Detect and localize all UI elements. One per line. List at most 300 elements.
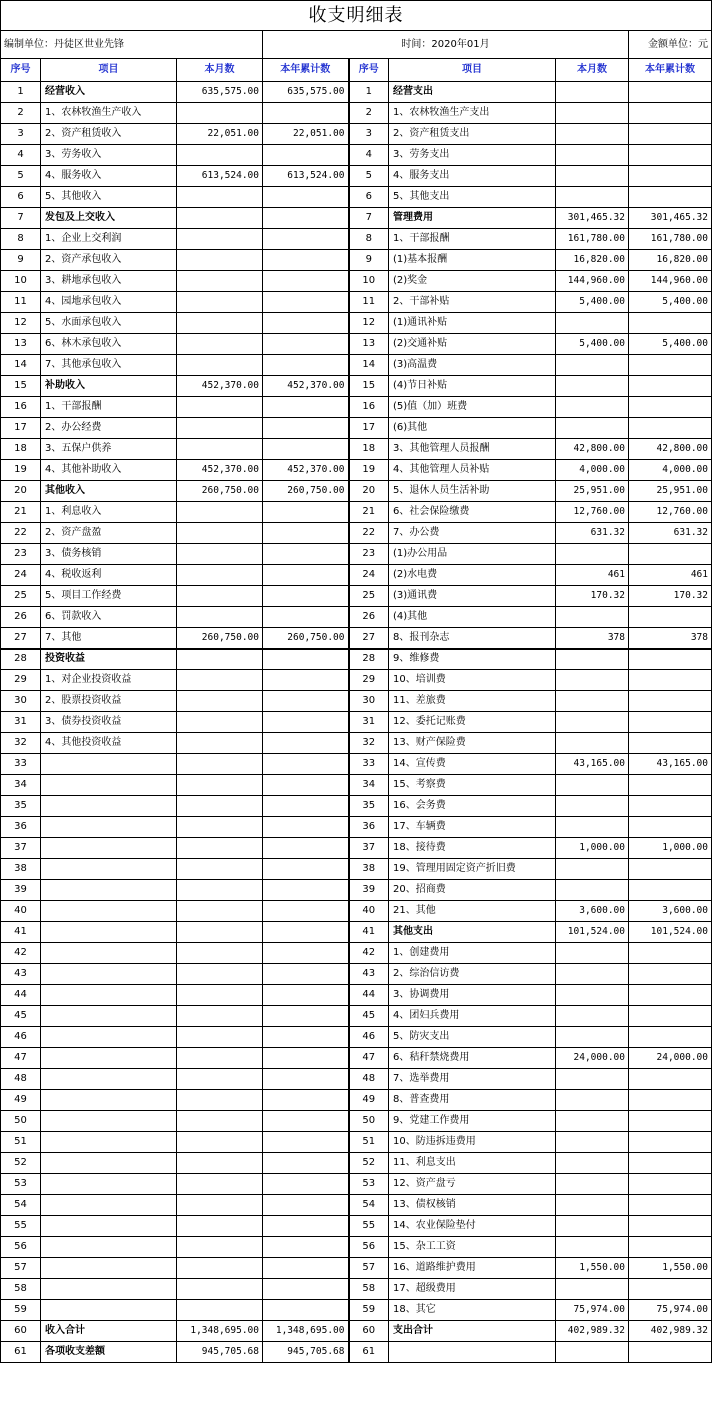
table-row <box>1 859 712 880</box>
table-row <box>1 1216 712 1237</box>
table-row <box>1 691 712 712</box>
cell-month-left <box>177 502 263 523</box>
table-row <box>1 418 712 439</box>
cell-ytd-right <box>629 691 712 712</box>
cell-month-left <box>177 229 263 250</box>
cell-month-left <box>177 1090 263 1111</box>
cell-month-left <box>177 1006 263 1027</box>
cell-ytd-left <box>263 229 349 250</box>
cell-month-right <box>556 376 629 397</box>
cell-ytd-left <box>263 355 349 376</box>
cell-month-right: 5,400.00 <box>556 334 629 355</box>
cell-seq-right: 1 <box>349 82 389 103</box>
cell-month-right: 5,400.00 <box>556 292 629 313</box>
cell-ytd-left <box>263 691 349 712</box>
cell-item-right: (1)办公用品 <box>389 544 556 565</box>
table-row <box>1 1006 712 1027</box>
cell-ytd-right <box>629 1237 712 1258</box>
cell-month-left <box>177 187 263 208</box>
cell-item-left <box>41 1153 177 1174</box>
cell-month-left <box>177 208 263 229</box>
cell-month-right: 1,000.00 <box>556 838 629 859</box>
cell-month-right <box>556 733 629 754</box>
cell-month-right <box>556 1195 629 1216</box>
cell-ytd-left <box>263 1258 349 1279</box>
cell-seq-left: 25 <box>1 586 41 607</box>
cell-seq-right: 21 <box>349 502 389 523</box>
cell-item-left <box>41 880 177 901</box>
cell-month-right <box>556 1237 629 1258</box>
cell-seq-left: 2 <box>1 103 41 124</box>
cell-seq-right: 53 <box>349 1174 389 1195</box>
cell-seq-left: 54 <box>1 1195 41 1216</box>
cell-item-right: 14、农业保险垫付 <box>389 1216 556 1237</box>
cell-item-right: 13、财产保险费 <box>389 733 556 754</box>
cell-ytd-left <box>263 1006 349 1027</box>
cell-month-right: 25,951.00 <box>556 481 629 502</box>
cell-month-left <box>177 523 263 544</box>
cell-item-right: 4、服务支出 <box>389 166 556 187</box>
table-row <box>1 481 712 502</box>
table-row <box>1 754 712 775</box>
cell-seq-left: 56 <box>1 1237 41 1258</box>
cell-ytd-right <box>629 166 712 187</box>
cell-item-right: 5、防灾支出 <box>389 1027 556 1048</box>
cell-ytd-left: 1,348,695.00 <box>263 1321 349 1342</box>
cell-item-right: (4)节日补贴 <box>389 376 556 397</box>
cell-month-left <box>177 817 263 838</box>
table-row <box>1 208 712 229</box>
cell-item-left <box>41 838 177 859</box>
cell-item-left <box>41 1069 177 1090</box>
cell-month-left <box>177 355 263 376</box>
cell-month-right: 16,820.00 <box>556 250 629 271</box>
cell-month-left <box>177 544 263 565</box>
cell-ytd-right <box>629 670 712 691</box>
cell-item-left: 其他收入 <box>41 481 177 502</box>
table-row <box>1 943 712 964</box>
cell-month-left: 635,575.00 <box>177 82 263 103</box>
cell-item-left <box>41 754 177 775</box>
cell-month-left <box>177 334 263 355</box>
cell-month-right <box>556 1111 629 1132</box>
cell-month-left: 260,750.00 <box>177 628 263 649</box>
cell-seq-left: 34 <box>1 775 41 796</box>
cell-ytd-right: 631.32 <box>629 523 712 544</box>
cell-seq-right: 10 <box>349 271 389 292</box>
cell-month-left <box>177 796 263 817</box>
cell-item-right: 17、超级费用 <box>389 1279 556 1300</box>
cell-month-right <box>556 1027 629 1048</box>
cell-item-right: (2)交通补贴 <box>389 334 556 355</box>
cell-item-left <box>41 1006 177 1027</box>
table-row <box>1 1237 712 1258</box>
cell-seq-left: 61 <box>1 1342 41 1363</box>
cell-ytd-right: 161,780.00 <box>629 229 712 250</box>
cell-ytd-right: 378 <box>629 628 712 649</box>
cell-ytd-left <box>263 1237 349 1258</box>
cell-ytd-right <box>629 103 712 124</box>
cell-ytd-left <box>263 712 349 733</box>
cell-item-right: 18、其它 <box>389 1300 556 1321</box>
header-month-right: 本月数 <box>556 59 629 82</box>
cell-month-left <box>177 754 263 775</box>
cell-seq-left: 15 <box>1 376 41 397</box>
cell-item-right: 1、干部报酬 <box>389 229 556 250</box>
cell-ytd-left <box>263 922 349 943</box>
table-row <box>1 1090 712 1111</box>
cell-month-left: 452,370.00 <box>177 460 263 481</box>
table-row <box>1 229 712 250</box>
cell-seq-right: 36 <box>349 817 389 838</box>
cell-month-left <box>177 1153 263 1174</box>
cell-month-left <box>177 439 263 460</box>
cell-ytd-left <box>263 1069 349 1090</box>
cell-item-right: 其他支出 <box>389 922 556 943</box>
cell-month-left <box>177 271 263 292</box>
table-row <box>1 397 712 418</box>
cell-item-right: 5、其他支出 <box>389 187 556 208</box>
cell-item-left: 5、水面承包收入 <box>41 313 177 334</box>
cell-ytd-right <box>629 964 712 985</box>
header-ytd-right: 本年累计数 <box>629 59 712 82</box>
table-row <box>1 649 712 670</box>
cell-seq-left: 22 <box>1 523 41 544</box>
cell-seq-right: 46 <box>349 1027 389 1048</box>
cell-item-right: 7、办公费 <box>389 523 556 544</box>
cell-month-left <box>177 565 263 586</box>
table-row <box>1 1279 712 1300</box>
cell-month-left <box>177 586 263 607</box>
cell-item-left <box>41 901 177 922</box>
cell-seq-left: 55 <box>1 1216 41 1237</box>
cell-month-left: 945,705.68 <box>177 1342 263 1363</box>
cell-ytd-right <box>629 649 712 670</box>
cell-seq-left: 47 <box>1 1048 41 1069</box>
cell-ytd-right: 5,400.00 <box>629 292 712 313</box>
table-row <box>1 187 712 208</box>
cell-item-right: 4、其他管理人员补贴 <box>389 460 556 481</box>
cell-ytd-left <box>263 145 349 166</box>
table-row <box>1 439 712 460</box>
cell-ytd-right: 3,600.00 <box>629 901 712 922</box>
cell-ytd-left <box>263 1279 349 1300</box>
amount-unit: 金额单位：元 <box>629 31 712 59</box>
cell-seq-left: 3 <box>1 124 41 145</box>
cell-month-right <box>556 649 629 670</box>
table-row <box>1 544 712 565</box>
cell-seq-right: 5 <box>349 166 389 187</box>
cell-seq-right: 6 <box>349 187 389 208</box>
cell-item-left <box>41 1195 177 1216</box>
cell-item-left: 2、资产盘盈 <box>41 523 177 544</box>
cell-ytd-right <box>629 712 712 733</box>
cell-seq-right: 29 <box>349 670 389 691</box>
cell-month-left <box>177 1027 263 1048</box>
cell-ytd-right: 4,000.00 <box>629 460 712 481</box>
cell-ytd-right: 25,951.00 <box>629 481 712 502</box>
cell-seq-left: 49 <box>1 1090 41 1111</box>
cell-item-left: 7、其他 <box>41 628 177 649</box>
table-row <box>1 901 712 922</box>
cell-ytd-left <box>263 1195 349 1216</box>
cell-seq-left: 38 <box>1 859 41 880</box>
cell-item-right: 14、宣传费 <box>389 754 556 775</box>
table-row <box>1 628 712 649</box>
cell-month-left <box>177 292 263 313</box>
cell-item-right: (3)通讯费 <box>389 586 556 607</box>
cell-ytd-left: 452,370.00 <box>263 376 349 397</box>
cell-month-left <box>177 397 263 418</box>
cell-month-left <box>177 1300 263 1321</box>
cell-seq-left: 11 <box>1 292 41 313</box>
cell-item-right: 9、党建工作费用 <box>389 1111 556 1132</box>
table-row <box>1 964 712 985</box>
cell-ytd-left <box>263 292 349 313</box>
cell-month-right <box>556 943 629 964</box>
cell-item-right: 9、维修费 <box>389 649 556 670</box>
cell-ytd-left: 22,051.00 <box>263 124 349 145</box>
cell-ytd-left <box>263 901 349 922</box>
cell-seq-left: 6 <box>1 187 41 208</box>
cell-item-left <box>41 1090 177 1111</box>
cell-ytd-left <box>263 1111 349 1132</box>
cell-month-left <box>177 103 263 124</box>
cell-seq-left: 43 <box>1 964 41 985</box>
cell-seq-right: 39 <box>349 880 389 901</box>
table-row <box>1 586 712 607</box>
cell-seq-right: 20 <box>349 481 389 502</box>
table-row <box>1 1048 712 1069</box>
cell-month-right: 170.32 <box>556 586 629 607</box>
cell-seq-left: 31 <box>1 712 41 733</box>
cell-item-right: 管理费用 <box>389 208 556 229</box>
cell-item-left: 6、罚款收入 <box>41 607 177 628</box>
cell-item-right: 11、利息支出 <box>389 1153 556 1174</box>
cell-item-right: 10、防违拆违费用 <box>389 1132 556 1153</box>
table-row <box>1 817 712 838</box>
cell-item-right: 18、接待费 <box>389 838 556 859</box>
cell-seq-left: 1 <box>1 82 41 103</box>
cell-item-right: 6、社会保险缴费 <box>389 502 556 523</box>
cell-seq-left: 35 <box>1 796 41 817</box>
cell-item-right: 16、会务费 <box>389 796 556 817</box>
cell-month-left <box>177 418 263 439</box>
cell-month-right <box>556 1279 629 1300</box>
cell-ytd-right <box>629 355 712 376</box>
cell-item-left <box>41 1258 177 1279</box>
cell-seq-left: 13 <box>1 334 41 355</box>
cell-ytd-left <box>263 607 349 628</box>
cell-item-left: 4、服务收入 <box>41 166 177 187</box>
cell-month-left <box>177 1195 263 1216</box>
cell-item-right: 支出合计 <box>389 1321 556 1342</box>
cell-month-right <box>556 859 629 880</box>
cell-item-left: 4、税收返利 <box>41 565 177 586</box>
cell-seq-left: 23 <box>1 544 41 565</box>
cell-seq-right: 45 <box>349 1006 389 1027</box>
cell-month-right <box>556 1090 629 1111</box>
cell-item-right: 10、培训费 <box>389 670 556 691</box>
cell-item-right: 19、管理用固定资产折旧费 <box>389 859 556 880</box>
cell-month-right: 43,165.00 <box>556 754 629 775</box>
cell-seq-right: 48 <box>349 1069 389 1090</box>
cell-seq-right: 56 <box>349 1237 389 1258</box>
cell-seq-left: 41 <box>1 922 41 943</box>
cell-month-right <box>556 82 629 103</box>
table-row <box>1 313 712 334</box>
cell-month-left: 452,370.00 <box>177 376 263 397</box>
cell-item-left <box>41 1279 177 1300</box>
cell-item-right: 17、车辆费 <box>389 817 556 838</box>
cell-month-right: 461 <box>556 565 629 586</box>
cell-seq-right: 8 <box>349 229 389 250</box>
cell-month-right: 75,974.00 <box>556 1300 629 1321</box>
cell-item-right: (2)水电费 <box>389 565 556 586</box>
cell-item-right: 6、秸秆禁烧费用 <box>389 1048 556 1069</box>
cell-ytd-left <box>263 1132 349 1153</box>
cell-item-right: 12、委托记账费 <box>389 712 556 733</box>
cell-seq-right: 44 <box>349 985 389 1006</box>
cell-seq-right: 3 <box>349 124 389 145</box>
cell-ytd-right <box>629 985 712 1006</box>
cell-ytd-left <box>263 859 349 880</box>
table-row <box>1 1027 712 1048</box>
table-row <box>1 1195 712 1216</box>
table-row <box>1 1342 712 1363</box>
table-row <box>1 1174 712 1195</box>
cell-ytd-right <box>629 1174 712 1195</box>
cell-ytd-right <box>629 82 712 103</box>
cell-seq-right: 42 <box>349 943 389 964</box>
table-row <box>1 1153 712 1174</box>
table-row <box>1 250 712 271</box>
cell-ytd-right <box>629 607 712 628</box>
table-row <box>1 880 712 901</box>
cell-seq-right: 19 <box>349 460 389 481</box>
cell-item-right: 4、团妇兵费用 <box>389 1006 556 1027</box>
cell-item-left <box>41 943 177 964</box>
cell-month-right: 3,600.00 <box>556 901 629 922</box>
cell-ytd-right: 101,524.00 <box>629 922 712 943</box>
cell-month-left <box>177 1111 263 1132</box>
cell-month-right: 161,780.00 <box>556 229 629 250</box>
cell-seq-left: 28 <box>1 649 41 670</box>
cell-month-left <box>177 313 263 334</box>
table-row <box>1 355 712 376</box>
cell-month-right: 12,760.00 <box>556 502 629 523</box>
cell-seq-left: 30 <box>1 691 41 712</box>
cell-ytd-left <box>263 1174 349 1195</box>
cell-month-right <box>556 817 629 838</box>
cell-ytd-left <box>263 103 349 124</box>
cell-month-left <box>177 943 263 964</box>
table-row <box>1 82 712 103</box>
cell-ytd-left <box>263 439 349 460</box>
table-row <box>1 271 712 292</box>
cell-ytd-right: 24,000.00 <box>629 1048 712 1069</box>
cell-item-left: 5、其他收入 <box>41 187 177 208</box>
cell-item-left: 投资收益 <box>41 649 177 670</box>
cell-month-right <box>556 1006 629 1027</box>
cell-seq-right: 23 <box>349 544 389 565</box>
cell-month-left <box>177 1216 263 1237</box>
cell-ytd-left <box>263 523 349 544</box>
cell-item-left <box>41 1216 177 1237</box>
cell-item-left <box>41 985 177 1006</box>
cell-ytd-left <box>263 754 349 775</box>
cell-seq-left: 33 <box>1 754 41 775</box>
cell-seq-left: 45 <box>1 1006 41 1027</box>
cell-seq-right: 33 <box>349 754 389 775</box>
cell-month-right: 631.32 <box>556 523 629 544</box>
cell-item-left: 补助收入 <box>41 376 177 397</box>
cell-ytd-right: 402,989.32 <box>629 1321 712 1342</box>
report-period: 时间：2020年01月 <box>263 31 629 59</box>
cell-month-right <box>556 166 629 187</box>
cell-month-right <box>556 712 629 733</box>
cell-ytd-right: 1,000.00 <box>629 838 712 859</box>
cell-month-left <box>177 838 263 859</box>
cell-ytd-left <box>263 1153 349 1174</box>
table-row <box>1 1258 712 1279</box>
cell-item-left: 发包及上交收入 <box>41 208 177 229</box>
cell-month-right: 4,000.00 <box>556 460 629 481</box>
cell-seq-right: 27 <box>349 628 389 649</box>
cell-item-left <box>41 1300 177 1321</box>
cell-seq-left: 24 <box>1 565 41 586</box>
cell-ytd-left <box>263 649 349 670</box>
cell-month-right <box>556 985 629 1006</box>
cell-month-left <box>177 1048 263 1069</box>
cell-seq-left: 39 <box>1 880 41 901</box>
cell-seq-left: 53 <box>1 1174 41 1195</box>
cell-ytd-right <box>629 187 712 208</box>
cell-seq-left: 20 <box>1 481 41 502</box>
cell-month-left <box>177 649 263 670</box>
cell-ytd-right <box>629 1216 712 1237</box>
cell-month-right: 42,800.00 <box>556 439 629 460</box>
cell-item-left: 3、耕地承包收入 <box>41 271 177 292</box>
cell-ytd-left <box>263 1300 349 1321</box>
cell-month-left <box>177 1279 263 1300</box>
cell-item-left: 1、企业上交利润 <box>41 229 177 250</box>
cell-ytd-left <box>263 250 349 271</box>
cell-seq-left: 19 <box>1 460 41 481</box>
cell-month-right <box>556 964 629 985</box>
cell-seq-left: 57 <box>1 1258 41 1279</box>
cell-item-left <box>41 964 177 985</box>
cell-seq-right: 24 <box>349 565 389 586</box>
cell-month-left <box>177 250 263 271</box>
cell-ytd-left <box>263 1216 349 1237</box>
cell-ytd-left: 613,524.00 <box>263 166 349 187</box>
page-title: 收支明细表 <box>1 1 712 31</box>
cell-seq-right: 51 <box>349 1132 389 1153</box>
cell-seq-right: 16 <box>349 397 389 418</box>
cell-seq-left: 10 <box>1 271 41 292</box>
cell-month-left <box>177 985 263 1006</box>
cell-month-right: 301,465.32 <box>556 208 629 229</box>
cell-ytd-right: 16,820.00 <box>629 250 712 271</box>
table-row <box>1 124 712 145</box>
cell-month-left: 1,348,695.00 <box>177 1321 263 1342</box>
cell-item-left: 6、林木承包收入 <box>41 334 177 355</box>
cell-seq-right: 55 <box>349 1216 389 1237</box>
cell-seq-right: 11 <box>349 292 389 313</box>
table-row <box>1 670 712 691</box>
cell-month-right <box>556 796 629 817</box>
